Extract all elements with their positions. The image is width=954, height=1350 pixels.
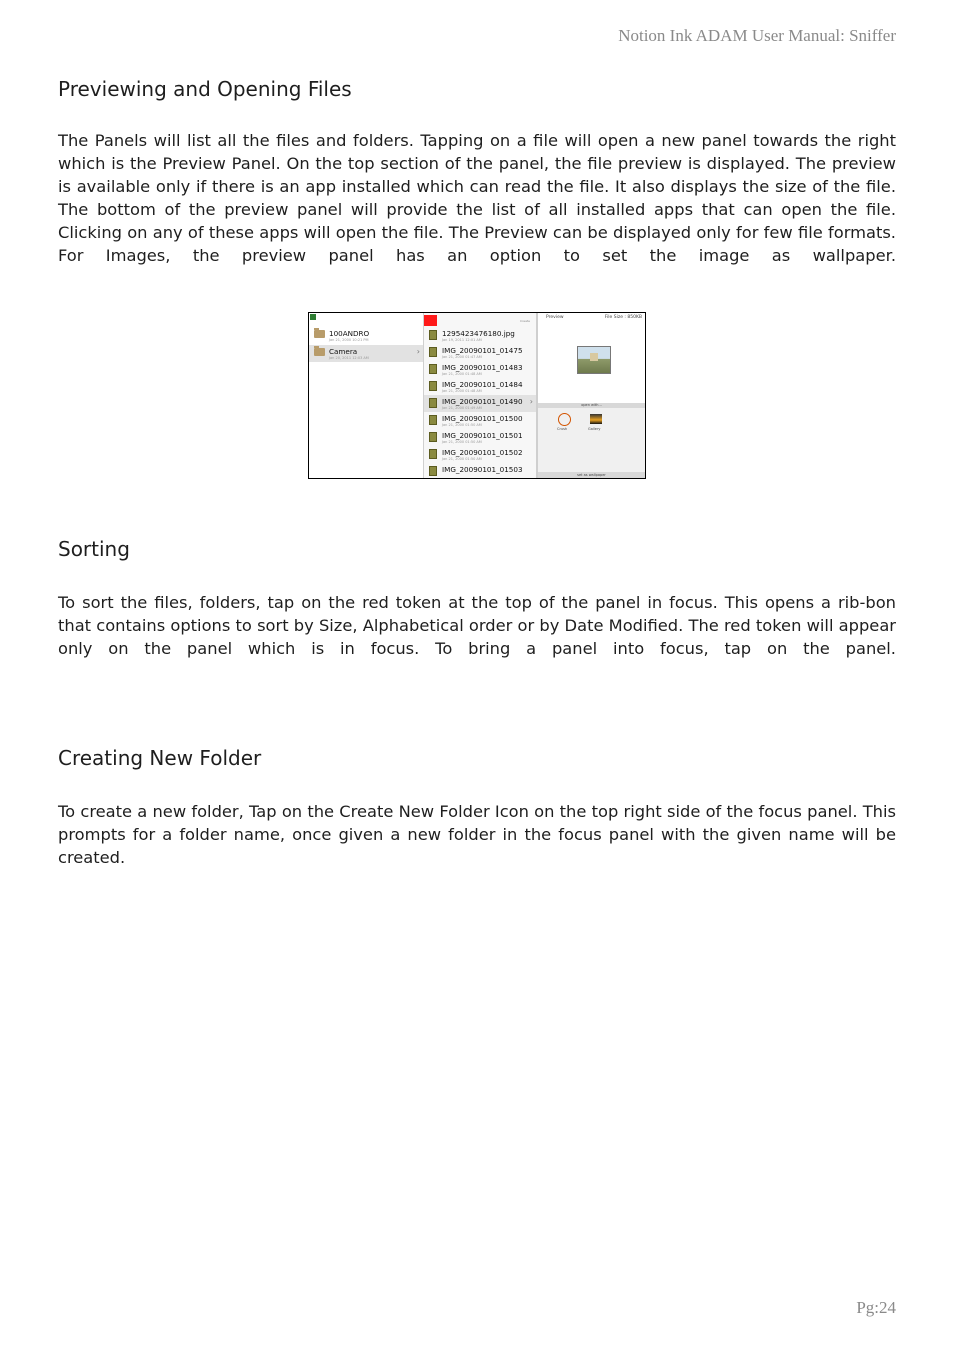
folder-date: Jan 21, 2000 10:21 PM [329, 338, 369, 342]
file-date: Jan 21, 2000 01:50 AM [442, 440, 482, 444]
section-paragraph-sorting: To sort the files, folders, tap on the red token at the top of the panel in focus. This opens a rib-bon that contains options to sort by Size, Alphabetical order or by Date Modified. The red token will appear only on the panel which is in focus. To bring a panel into focus, tap on the panel. [58, 593, 896, 658]
image-file-icon [429, 347, 437, 357]
section-paragraph-previewing: The Panels will list all the files and folders. Tapping on a file will open a new panel towards the right which is the Preview Panel. On the top section of the panel, the file preview is displayed. The preview is available only if there is an app installed which can read the file. It also displays the size of the file. The bottom of the preview panel will provide the list of all installed apps that can open the file. Clicking on any of these apps will open the file. The Preview can be displayed only for few file formats. For Images, the preview panel has an option to set the image as wallpaper. [58, 131, 896, 265]
image-file-icon [429, 432, 437, 442]
create-folder-button[interactable]: Create [520, 319, 530, 323]
file-row[interactable] [424, 378, 536, 395]
file-name: IMG_20090101_01484 [442, 380, 523, 389]
file-row-selected[interactable] [424, 395, 536, 412]
chevron-right-icon: › [416, 347, 420, 356]
image-file-icon [429, 364, 437, 374]
file-name: IMG_20090101_01502 [442, 448, 523, 457]
file-name: IMG_20090101_01501 [442, 431, 523, 440]
file-date: Jan 21, 2000 01:48 AM [442, 372, 482, 376]
image-file-icon [429, 330, 437, 340]
section-heading-sorting: Sorting [58, 537, 130, 561]
open-with-label: open with... [581, 403, 602, 407]
file-name: 1295423476180.jpg [442, 329, 515, 338]
file-row[interactable] [424, 344, 536, 361]
image-file-icon [429, 381, 437, 391]
panel-token-icon[interactable] [310, 314, 316, 320]
file-name: IMG_20090101_01483 [442, 363, 523, 372]
section-heading-previewing: Previewing and Opening Files [58, 77, 352, 101]
image-file-icon [429, 415, 437, 425]
file-name: IMG_20090101_01490 [442, 397, 523, 406]
file-date: Jan 21, 2000 01:48 AM [442, 389, 482, 393]
file-date: Jan 21, 2000 01:49 AM [442, 406, 482, 410]
file-row[interactable] [424, 463, 536, 479]
folder-icon [314, 348, 325, 356]
image-file-icon [429, 449, 437, 459]
chevron-right-icon: › [529, 397, 533, 406]
file-row[interactable] [424, 412, 536, 429]
file-name: IMG_20090101_01503 [442, 465, 523, 474]
running-header: Notion Ink ADAM User Manual: Sniffer [618, 26, 896, 45]
file-size-label: File Size : 850KB [604, 315, 642, 320]
file-row[interactable] [424, 429, 536, 446]
image-preview-thumbnail [577, 346, 611, 374]
file-row[interactable] [424, 361, 536, 378]
image-file-icon [429, 398, 437, 408]
folder-row[interactable] [309, 345, 423, 362]
file-date: Jan 21, 2000 01:50 AM [442, 457, 482, 461]
preview-panel[interactable] [538, 313, 645, 478]
folder-name: Camera [329, 347, 358, 356]
folder-row[interactable] [309, 327, 423, 344]
folder-date: Jan 20, 2011 12:03 AM [329, 356, 369, 360]
app-label: Gallery [588, 427, 601, 431]
file-row[interactable] [424, 446, 536, 463]
file-name: IMG_20090101_01500 [442, 414, 523, 423]
section-heading-new-folder: Creating New Folder [58, 746, 262, 770]
file-date: Jan 21, 2000 01:50 AM [442, 423, 482, 427]
app-label: Crush [557, 427, 568, 431]
folder-name: 100ANDRO [329, 329, 370, 338]
preview-label: Preview [546, 315, 564, 320]
sniffer-screenshot [308, 312, 646, 479]
folder-panel[interactable] [309, 313, 424, 478]
preview-area [538, 313, 645, 405]
section-paragraph-new-folder: To create a new folder, Tap on the Create New Folder Icon on the top right side of the focus panel. This prompts for a folder name, once given a new folder in the focus panel with the given name will be created. [58, 802, 896, 867]
file-row[interactable] [424, 327, 536, 344]
crush-app-icon[interactable] [558, 413, 571, 426]
red-sort-token-icon[interactable] [424, 315, 437, 326]
file-date: Jan 21, 2000 01:47 AM [442, 355, 482, 359]
gallery-app-icon[interactable] [590, 414, 602, 424]
image-file-icon [429, 466, 437, 476]
folder-icon [314, 330, 325, 338]
file-date: Jan 19, 2011 12:01 AM [442, 338, 482, 342]
file-name: IMG_20090101_01475 [442, 346, 523, 355]
file-panel[interactable] [424, 313, 537, 478]
set-wallpaper-button[interactable]: set as wallpaper [538, 472, 645, 478]
page-number: Pg:24 [856, 1298, 896, 1317]
